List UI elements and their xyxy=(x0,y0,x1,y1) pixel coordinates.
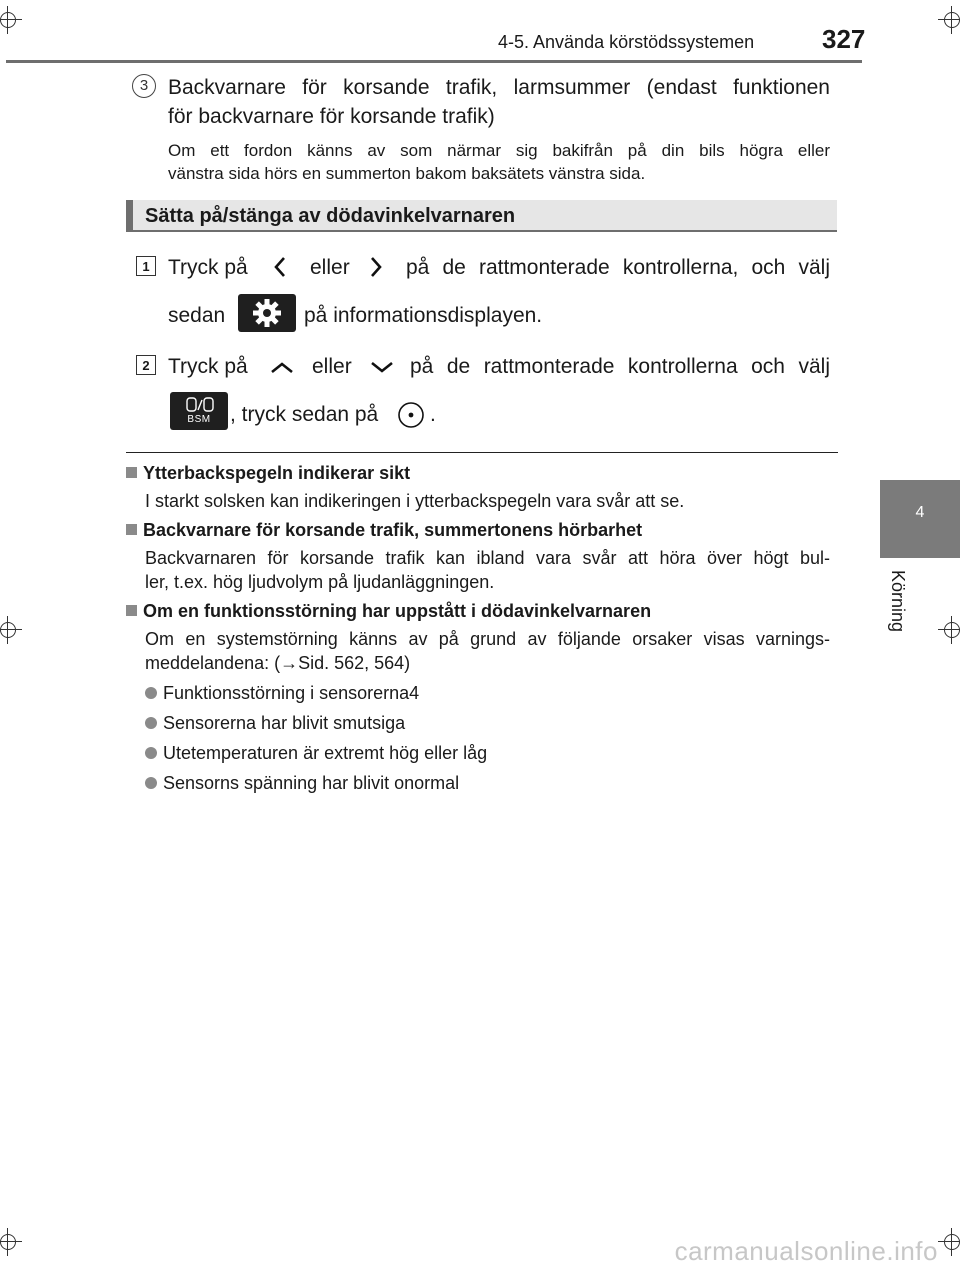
bullet-item: Sensorerna har blivit smutsiga xyxy=(145,711,405,735)
ok-button-icon xyxy=(396,400,426,430)
section-header: 4-5. Använda körstödssystemen xyxy=(498,32,755,52)
step1-text-4: sedan xyxy=(168,304,226,327)
chevron-down-icon xyxy=(370,360,394,374)
round-bullet-icon xyxy=(145,687,157,699)
item3-title-line1: Backvarnare för korsande trafik, larmsummer (endast funktionen xyxy=(168,76,830,99)
registration-mark-icon xyxy=(0,6,22,34)
chevron-left-icon xyxy=(272,256,288,278)
note-body-2-line2: ler, t.ex. hög ljudvolym på ljudanläggningen. xyxy=(145,572,495,592)
car-sensor-icon xyxy=(184,396,216,414)
bullet-item: Sensorns spänning har blivit onormal xyxy=(145,771,459,795)
item3-desc-line2: vänstra sida hörs en summerton bakom baksätets vänstra sida. xyxy=(168,164,646,183)
note-body-2-line1: Backvarnaren för korsande trafik kan ibland vara svår att höra över högt bul- xyxy=(145,548,830,568)
step-marker-2: 2 xyxy=(136,355,156,375)
bullet-item: Funktionsstörning i sensorerna4 xyxy=(145,681,419,705)
page-number: 327 xyxy=(822,24,866,54)
step2-text-1: Tryck på xyxy=(168,355,248,378)
registration-mark-icon xyxy=(0,1228,22,1256)
step2-text-3: på de rattmonterade kontrollerna och välj xyxy=(410,355,830,378)
registration-mark-icon xyxy=(938,616,960,644)
step1-text-5: på informationsdisplayen. xyxy=(304,304,543,327)
registration-mark-icon xyxy=(0,616,22,644)
note-body-1-line1: I starkt solsken kan indikeringen i ytterbackspegeln vara svår att se. xyxy=(145,491,685,511)
chevron-right-icon xyxy=(368,256,384,278)
step1-text-2: eller xyxy=(310,256,350,279)
registration-mark-icon xyxy=(938,1228,960,1256)
notes-divider xyxy=(126,452,838,453)
watermark: carmanualsonline.info xyxy=(674,1236,938,1266)
item3-desc-line1: Om ett fordon känns av som närmar sig bakifrån på din bils högra eller xyxy=(168,141,830,160)
settings-gear-icon xyxy=(238,294,296,332)
chapter-label-container xyxy=(884,570,912,650)
step1-text-3: på de rattmonterade kontrollerna, och välj xyxy=(406,256,830,279)
header-divider xyxy=(6,60,862,63)
bsm-label: BSM xyxy=(187,414,211,425)
chevron-up-icon xyxy=(270,360,294,374)
bsm-menu-icon xyxy=(170,392,228,430)
square-bullet-icon xyxy=(126,605,137,616)
step2-text-2: eller xyxy=(312,355,352,378)
step2-text-5: . xyxy=(430,403,436,426)
section-title: Sätta på/stänga av dödavinkelvarnaren xyxy=(145,205,516,227)
note-heading-2: Backvarnare för korsande trafik, summertonens hörbarhet xyxy=(126,520,642,541)
note-body-3-line1: Om en systemstörning känns av på grund av följande orsaker visas varnings- xyxy=(145,629,830,649)
chapter-label: Körning xyxy=(888,570,908,633)
note-heading-1: Ytterbackspegeln indikerar sikt xyxy=(126,463,410,484)
square-bullet-icon xyxy=(126,524,137,535)
note-heading-3: Om en funktionsstörning har uppstått i dödavinkelvarnaren xyxy=(126,601,651,622)
bullet-item: Utetemperaturen är extremt hög eller låg xyxy=(145,741,487,765)
round-bullet-icon xyxy=(145,717,157,729)
section-heading xyxy=(126,200,837,232)
round-bullet-icon xyxy=(145,747,157,759)
chapter-number: 4 xyxy=(915,504,925,521)
square-bullet-icon xyxy=(126,467,137,478)
item-marker-3: 3 xyxy=(132,74,156,98)
registration-mark-icon xyxy=(938,6,960,34)
chapter-tab xyxy=(880,480,960,558)
round-bullet-icon xyxy=(145,777,157,789)
note-body-3-line2: meddelandena: (→Sid. 562, 564) xyxy=(145,653,411,673)
step1-text-1: Tryck på xyxy=(168,256,248,279)
step-marker-1: 1 xyxy=(136,256,156,276)
item3-title-line2: för backvarnare för korsande trafik) xyxy=(168,105,495,128)
step2-text-4: , tryck sedan på xyxy=(230,403,379,426)
